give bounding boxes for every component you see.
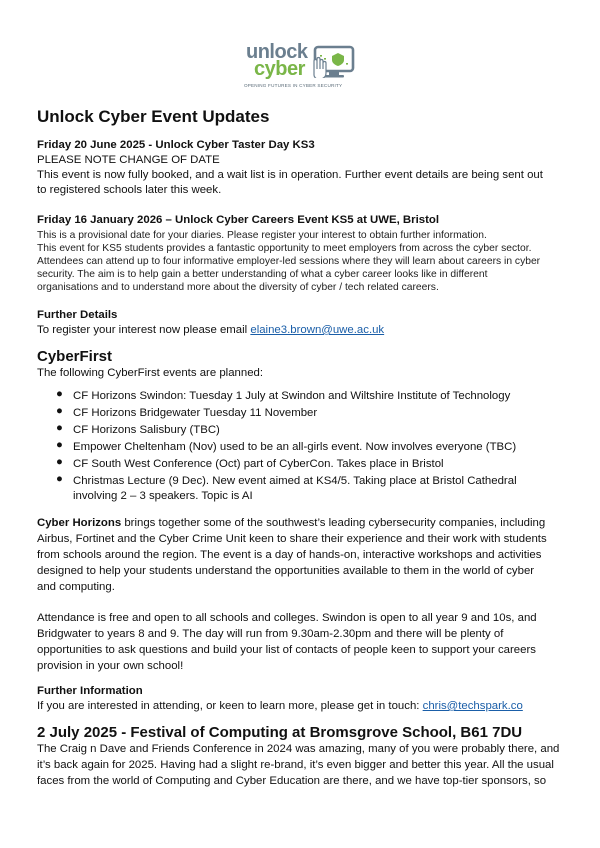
further-information-text [37, 699, 523, 714]
attendance-line: Attendance is free and open to all schools and colleges. Swindon is open to all year 9 and 10s, and [37, 612, 537, 624]
list-item: CF South West Conference (Oct) part of CyberCon. Takes place in Bristol [73, 458, 444, 470]
bullet-icon: ● [56, 388, 63, 400]
bullet-icon: ● [56, 473, 63, 485]
event1-title: Friday 20 June 2025 - Unlock Cyber Taster Day KS3 [37, 139, 315, 151]
event2-body-line: Attendees can attend up to four informative employer-led sessions where they will learn about careers in cyber [37, 256, 541, 267]
bullet-icon: ● [56, 456, 63, 468]
further-details-prefix: To register your interest now please email [37, 324, 251, 336]
cyberfirst-intro: The following CyberFirst events are planned: [37, 367, 264, 379]
attendance-line: opportunities to ask questions and build your list of contacts of people keen to support your careers [37, 644, 536, 656]
list-item: Christmas Lecture (9 Dec). New event aimed at KS4/5. Taking place at Bristol Cathedral [73, 475, 517, 487]
list-item: CF Horizons Swindon: Tuesday 1 July at Swindon and Wiltshire Institute of Technology [73, 390, 511, 402]
list-item-continuation: involving 2 – 3 speakers. Topic is AI [73, 490, 253, 502]
bullet-icon: ● [56, 439, 63, 451]
email-link-techspark[interactable]: chris@techspark.co [422, 700, 523, 712]
event2-body-line: organisations and to understand more about the diversity of cyber / tech related careers. [37, 282, 439, 293]
further-details-text [37, 323, 384, 338]
further-information-heading: Further Information [37, 685, 143, 697]
cyberfirst-heading: CyberFirst [37, 348, 113, 365]
horizons-line: designed to help your students understand the opportunities available to them in the world of cyber [37, 565, 535, 577]
horizons-line: and computing. [37, 581, 115, 593]
event2-title: Friday 16 January 2026 – Unlock Cyber Careers Event KS5 at UWE, Bristol [37, 214, 440, 226]
bullet-icon: ● [56, 422, 63, 434]
event2-body-line: This is a provisional date for your diaries. Please register your interest to obtain further information. [37, 230, 487, 241]
festival-heading: 2 July 2025 - Festival of Computing at Bromsgrove School, B61 7DU [37, 724, 523, 741]
bullet-icon: ● [56, 405, 63, 417]
attendance-line: Bridgwater to years 8 and 9. The day will run from 9.30am-2.30pm and there will be plenty of [37, 628, 504, 640]
logo-word-unlock: unlock [246, 41, 308, 63]
festival-line: it’s back again for 2025. Having had a slight re-brand, it’s even bigger and better this year. All the usual [37, 759, 554, 771]
unlock-cyber-logo [246, 42, 358, 96]
horizons-bold-lead: Cyber Horizons [37, 517, 122, 529]
event1-notice: PLEASE NOTE CHANGE OF DATE [37, 154, 220, 166]
email-link-uwe[interactable]: elaine3.brown@uwe.ac.uk [250, 324, 385, 336]
event1-body-line: This event is now fully booked, and a wait list is in operation. Further event details are being sent out [37, 169, 543, 181]
logo-tagline: OPENING FUTURES IN CYBER SECURITY [244, 83, 343, 88]
horizons-line [37, 516, 545, 531]
list-item: CF Horizons Bridgewater Tuesday 11 November [73, 407, 318, 419]
horizons-line: Airbus, Fortinet and the Cyber Crime Unit keen to share their experience and their work with students [37, 533, 547, 545]
event2-body-line: This event for KS5 students provides a fantastic opportunity to meet employers from across the cyber sector. [37, 243, 532, 254]
page-title: Unlock Cyber Event Updates [37, 107, 270, 126]
attendance-line: provision in your own school! [37, 660, 184, 672]
event1-body-line: to registered schools later this week. [37, 184, 222, 196]
festival-line: faces from the world of Computing and Cyber Education are there, and we have top-tier sponsors, so [37, 775, 547, 787]
festival-line: The Craig n Dave and Friends Conference in 2024 was amazing, many of you were probably there, and [37, 743, 560, 755]
event2-body-line: security. The aim is to help gain a better understanding of what a cyber career looks like in different [37, 269, 488, 280]
monitor-hand-icon [311, 45, 355, 78]
further-information-prefix: If you are interested in attending, or keen to learn more, please get in touch: [37, 700, 423, 712]
list-item: Empower Cheltenham (Nov) used to be an all-girls event. Now involves everyone (TBC) [73, 441, 517, 453]
further-details-heading: Further Details [37, 309, 118, 321]
horizons-line: from schools around the region. The event is a day of hands-on, interactive workshops and activities [37, 549, 542, 561]
list-item: CF Horizons Salisbury (TBC) [73, 424, 220, 436]
horizons-line1-rest: brings together some of the southwest’s leading cybersecurity companies, including [121, 517, 546, 529]
logo-word-cyber: cyber [254, 58, 305, 80]
